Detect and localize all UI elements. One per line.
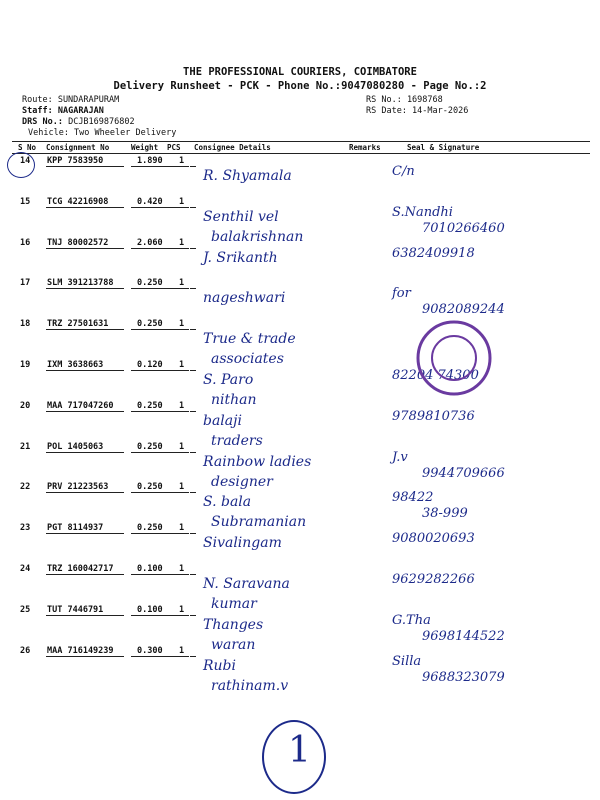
row-signature-handwriting: 7010266460 (422, 221, 505, 236)
row-leader-line (46, 452, 124, 453)
row-leader-line (46, 370, 124, 371)
table-row (0, 278, 600, 319)
row-signature-handwriting: 9698144522 (422, 629, 505, 644)
row-consignee-handwriting: nithan (211, 392, 257, 408)
row-signature-handwriting: 98422 (392, 490, 434, 505)
col-pcs: PCS (167, 143, 181, 152)
row-leader-line (190, 656, 196, 657)
row-consignee-handwriting: J. Srikanth (203, 250, 278, 266)
row-pcs: 1 (179, 523, 185, 533)
row-sno: 23 (20, 523, 31, 533)
row-pcs: 1 (179, 156, 185, 166)
row-pcs: 1 (179, 646, 185, 656)
row-weight: 0.250 (137, 319, 163, 329)
row-leader-line (131, 207, 189, 208)
row-signature-handwriting: 9082089244 (422, 302, 505, 317)
row-sno: 14 (20, 156, 31, 166)
row-consignment-no: TUT 7446791 (47, 605, 104, 615)
row-signature-handwriting: 9789810736 (392, 409, 475, 424)
row-consignment-no: TRZ 27501631 (47, 319, 109, 329)
row-consignment-no: SLM 391213788 (47, 278, 114, 288)
drs-number: DRS No.: DCJB169876802 (22, 117, 135, 127)
rs-number: RS No.: 1698768 (366, 95, 443, 105)
row-weight: 0.250 (137, 523, 163, 533)
row-leader-line (190, 615, 196, 616)
row-weight: 0.250 (137, 401, 163, 411)
row-leader-line (190, 288, 196, 289)
row-leader-line (131, 533, 189, 534)
row-signature-handwriting: Silla (392, 654, 422, 669)
col-weight: Weight (131, 143, 159, 152)
row-consignee-handwriting: kumar (211, 596, 257, 612)
row-signature-handwriting: 6382409918 (392, 246, 475, 261)
row-consignee-handwriting: R. Shyamala (203, 168, 292, 184)
row-consignment-no: PRV 21223563 (47, 482, 109, 492)
row-pcs: 1 (179, 360, 185, 370)
row-consignee-handwriting: True & trade (203, 331, 296, 347)
row-consignment-no: MAA 716149239 (47, 646, 114, 656)
row-sno: 17 (20, 278, 31, 288)
row-leader-line (131, 329, 189, 330)
row-leader-line (190, 329, 196, 330)
handwritten-page-mark: 1 (262, 720, 326, 794)
row-consignee-handwriting: nageshwari (203, 290, 286, 306)
row-weight: 0.100 (137, 605, 163, 615)
row-consignment-no: POL 1405063 (47, 442, 104, 452)
row-weight: 0.420 (137, 197, 163, 207)
row-signature-handwriting: 9944709666 (422, 466, 505, 481)
row-leader-line (190, 574, 196, 575)
row-pcs: 1 (179, 197, 185, 207)
row-weight: 0.300 (137, 646, 163, 656)
row-pcs: 1 (179, 482, 185, 492)
route: Route: SUNDARAPURAM (22, 95, 120, 105)
row-consignee-handwriting: Thanges (203, 617, 264, 633)
company-title: THE PROFESSIONAL COURIERS, COIMBATORE (183, 66, 417, 78)
row-consignment-no: TNJ 80002572 (47, 238, 109, 248)
row-sno: 25 (20, 605, 31, 615)
row-leader-line (131, 615, 189, 616)
row-weight: 2.060 (137, 238, 163, 248)
row-signature-handwriting: 82204 74300 (392, 368, 479, 383)
row-consignee-handwriting: rathinam.v (211, 678, 289, 694)
runsheet-subtitle: Delivery Runsheet - PCK - Phone No.:9047080280 - Page No.:2 (113, 80, 487, 92)
col-consignment: Consignment No (46, 143, 110, 152)
row-consignee-handwriting: designer (211, 474, 273, 490)
row-consignee-handwriting: balaji (203, 413, 242, 429)
row-leader-line (131, 248, 189, 249)
row-sno: 16 (20, 238, 31, 248)
row-weight: 0.250 (137, 442, 163, 452)
rs-date: RS Date: 14-Mar-2026 (366, 106, 469, 116)
row-pcs: 1 (179, 278, 185, 288)
table-row (0, 238, 600, 279)
row-consignee-handwriting: N. Saravana (203, 576, 290, 592)
row-consignment-no: PGT 8114937 (47, 523, 104, 533)
row-signature-handwriting: for (392, 286, 411, 301)
table-row (0, 156, 600, 197)
row-consignment-no: MAA 717047260 (47, 401, 114, 411)
row-leader-line (46, 533, 124, 534)
row-leader-line (46, 207, 124, 208)
row-leader-line (46, 248, 124, 249)
row-sno: 21 (20, 442, 31, 452)
row-signature-handwriting: C/n (392, 164, 415, 179)
row-leader-line (46, 615, 124, 616)
row-consignee-handwriting: Subramanian (211, 514, 307, 530)
row-signature-handwriting: S.Nandhi (392, 205, 453, 220)
row-pcs: 1 (179, 605, 185, 615)
row-leader-line (46, 288, 124, 289)
row-signature-handwriting: G.Tha (392, 613, 431, 628)
row-consignment-no: KPP 7583950 (47, 156, 104, 166)
row-weight: 0.120 (137, 360, 163, 370)
row-leader-line (46, 166, 124, 167)
row-consignee-handwriting: Rainbow ladies (203, 454, 312, 470)
row-consignee-handwriting: waran (211, 637, 256, 653)
row-sno: 26 (20, 646, 31, 656)
col-consignee: Consignee Details (194, 143, 271, 152)
col-seal-signature: Seal & Signature (407, 143, 480, 152)
row-sno: 22 (20, 482, 31, 492)
table-row (0, 646, 600, 694)
row-signature-handwriting: J.v (392, 450, 408, 465)
row-consignment-no: IXM 3638663 (47, 360, 104, 370)
row-leader-line (131, 452, 189, 453)
row-leader-line (190, 452, 196, 453)
row-weight: 0.100 (137, 564, 163, 574)
row-signature-handwriting: 9080020693 (392, 531, 475, 546)
col-sno: S No (18, 143, 37, 152)
row-leader-line (131, 166, 189, 167)
row-leader-line (46, 574, 124, 575)
row-weight: 0.250 (137, 482, 163, 492)
row-pcs: 1 (179, 442, 185, 452)
row-pcs: 1 (179, 401, 185, 411)
row-consignee-handwriting: balakrishnan (211, 229, 304, 245)
col-remarks: Remarks (349, 143, 381, 152)
row-consignee-handwriting: S. bala (203, 494, 252, 510)
row-weight: 0.250 (137, 278, 163, 288)
row-consignment-no: TCG 42216908 (47, 197, 109, 207)
row-sno: 24 (20, 564, 31, 574)
row-signature-handwriting: 38-999 (422, 506, 468, 521)
row-leader-line (190, 533, 196, 534)
row-leader-line (131, 370, 189, 371)
row-leader-line (131, 492, 189, 493)
row-pcs: 1 (179, 238, 185, 248)
row-signature-handwriting: 9688323079 (422, 670, 505, 685)
row-leader-line (190, 248, 196, 249)
row-consignee-handwriting: Rubi (203, 658, 236, 674)
row-pcs: 1 (179, 564, 185, 574)
row-leader-line (190, 207, 196, 208)
row-leader-line (131, 411, 189, 412)
row-weight: 1.890 (137, 156, 163, 166)
staff: Staff: NAGARAJAN (22, 106, 104, 116)
table-row (0, 523, 600, 564)
row-consignee-handwriting: Senthil vel (203, 209, 279, 225)
row-signature-handwriting: 9629282266 (392, 572, 475, 587)
row-leader-line (190, 370, 196, 371)
row-leader-line (190, 166, 196, 167)
row-leader-line (190, 411, 196, 412)
vehicle: Vehicle: Two Wheeler Delivery (28, 128, 177, 138)
company-seal-stamp (414, 318, 494, 398)
row-leader-line (131, 656, 189, 657)
row-leader-line (46, 329, 124, 330)
row-leader-line (131, 574, 189, 575)
header-rule-top (12, 141, 590, 142)
row-leader-line (46, 492, 124, 493)
row-leader-line (46, 656, 124, 657)
row-sno: 19 (20, 360, 31, 370)
row-consignment-no: TRZ 160042717 (47, 564, 114, 574)
row-consignee-handwriting: associates (211, 351, 284, 367)
row-consignee-handwriting: Sivalingam (203, 535, 282, 551)
row-sno: 18 (20, 319, 31, 329)
row-consignee-handwriting: traders (211, 433, 263, 449)
row-leader-line (46, 411, 124, 412)
row-consignee-handwriting: S. Paro (203, 372, 254, 388)
header-rule-bottom (12, 153, 590, 154)
row-sno: 15 (20, 197, 31, 207)
row-leader-line (131, 288, 189, 289)
row-sno: 20 (20, 401, 31, 411)
row-leader-line (190, 492, 196, 493)
row-pcs: 1 (179, 319, 185, 329)
